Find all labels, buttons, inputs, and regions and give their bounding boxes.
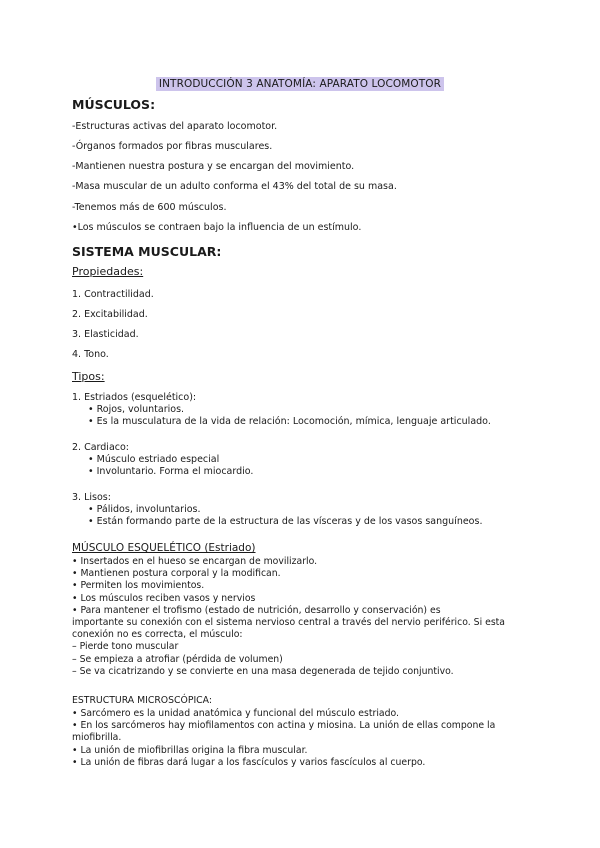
microscopica-line: • La unión de miofibrillas origina la fibra muscular. <box>72 744 308 756</box>
propiedad-item: 4. Tono. <box>72 349 109 360</box>
microscopica-block <box>72 708 532 769</box>
esqueletico-line: conexión no es correcta, el músculo: <box>72 629 243 641</box>
propiedad-item: 2. Excitabilidad. <box>72 309 148 320</box>
esqueletico-line: • Insertados en el hueso se encargan de movilizarlo. <box>72 556 318 567</box>
tipo-bullet: • Rojos, voluntarios. <box>88 404 185 415</box>
musculos-item: -Tenemos más de 600 músculos. <box>72 202 227 213</box>
musculos-item: -Masa muscular de un adulto conforma el 43% del total de su masa. <box>72 181 397 192</box>
esqueletico-line: • Los músculos reciben vasos y nervios <box>72 592 256 604</box>
musculos-item: -Mantienen nuestra postura y se encargan del movimiento. <box>72 161 355 172</box>
musculos-item: -Órganos formados por fibras musculares. <box>72 141 273 152</box>
tipo-label: 2. Cardiaco: <box>72 442 130 453</box>
esqueletico-line: • Mantienen postura corporal y la modifican. <box>72 568 281 580</box>
title-container <box>0 72 600 91</box>
tipos-heading: Tipos: <box>72 370 105 383</box>
propiedad-item: 1. Contractilidad. <box>72 289 154 300</box>
microscopica-line: • La unión de fibras dará lugar a los fascículos y varios fascículos al cuerpo. <box>72 756 426 768</box>
tipo-bullet: • Involuntario. Forma el miocardio. <box>88 466 254 477</box>
tipo-bullet: • Pálidos, involuntarios. <box>88 504 201 515</box>
microscopica-heading: ESTRUCTURA MICROSCÓPICA: <box>72 695 213 706</box>
tipo-label: 3. Lisos: <box>72 492 111 503</box>
microscopica-line: miofibrilla. <box>72 732 122 744</box>
esqueletico-line: • Para mantener el trofismo (estado de nutrición, desarrollo y conservación) es <box>72 604 441 616</box>
propiedades-heading: Propiedades: <box>72 265 144 278</box>
esqueletico-line: • Permiten los movimientos. <box>72 580 205 592</box>
tipo-label: 1. Estriados (esquelético): <box>72 392 197 403</box>
esqueletico-line: – Se va cicatrizando y se convierte en una masa degenerada de tejido conjuntivo. <box>72 665 454 677</box>
esqueletico-line: importante su conexión con el sistema nervioso central a través del nervio periférico. Si esta <box>72 617 506 629</box>
esqueletico-line: – Se empieza a atrofiar (pérdida de volumen) <box>72 653 283 665</box>
microscopica-line: • Sarcómero es la unidad anatómica y funcional del músculo estriado. <box>72 708 399 719</box>
tipo-bullet: • Es la musculatura de la vida de relación: Locomoción, mímica, lenguaje articulado. <box>88 416 491 427</box>
musculos-item: -Estructuras activas del aparato locomotor. <box>72 121 278 132</box>
esqueletico-heading: MÚSCULO ESQUELÉTICO (Estriado) <box>72 542 256 554</box>
esqueletico-line: – Pierde tono muscular <box>72 641 179 653</box>
musculos-item: •Los músculos se contraen bajo la influencia de un estímulo. <box>72 222 362 233</box>
document-title: INTRODUCCIÓN 3 ANATOMÍA: APARATO LOCOMOTOR <box>156 77 444 91</box>
sistema-heading: SISTEMA MUSCULAR: <box>72 244 222 259</box>
tipo-bullet: • Están formando parte de la estructura de las vísceras y de los vasos sanguíneos. <box>88 516 483 527</box>
tipo-bullet: • Músculo estriado especial <box>88 454 220 465</box>
microscopica-line: • En los sarcómeros hay miofilamentos con actina y miosina. La unión de ellas compone la <box>72 720 496 732</box>
esqueletico-block <box>72 556 532 678</box>
propiedad-item: 3. Elasticidad. <box>72 329 139 340</box>
musculos-heading: MÚSCULOS: <box>72 97 156 112</box>
